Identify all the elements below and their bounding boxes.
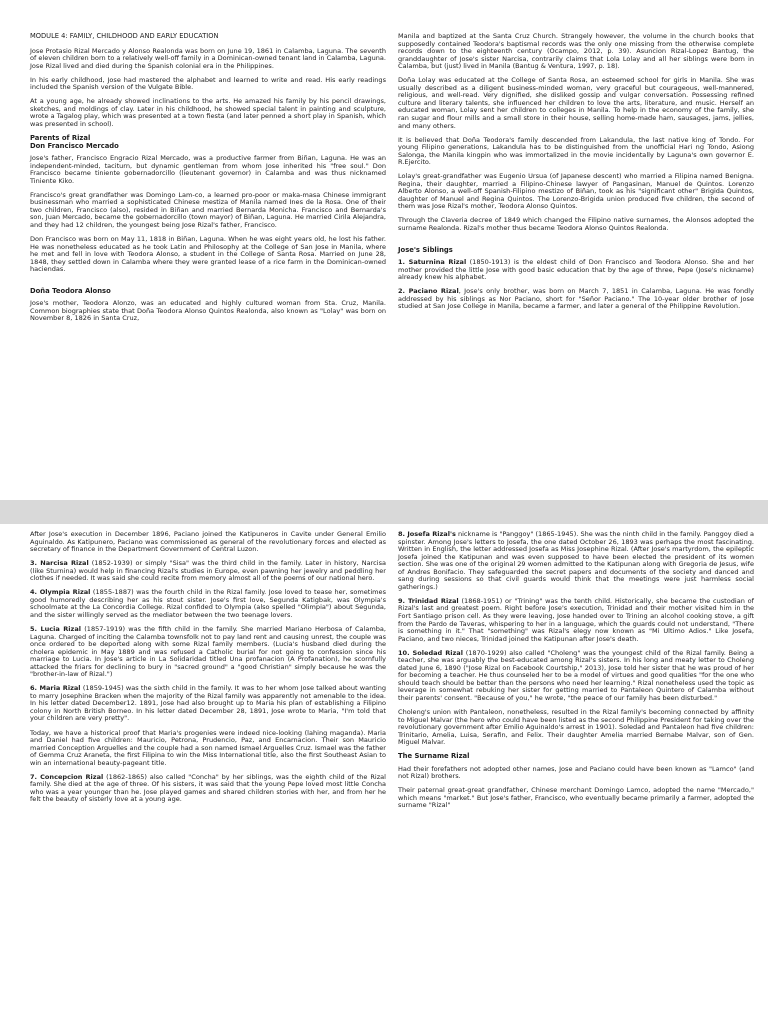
paragraph: Doña Lolay was educated at the College of Santa Rosa, an esteemed school for girls in Manila. She was usually described as a diligent business-minded woman, very graceful but courageous, well-mannered, religious, and well-read. Very dignified, she disliked gossip and vulgar conversation. Possessing refined culture and literary talents, she influenced her children to love the arts, literature, and music. Herself an educated woman, Lolay sent her children to colleges in Manila. To help in the economy of the family, she ran sugar and flour mills and a small store in their house, selling home-made ham, sausages, jams, jellies, and many others. [398, 76, 754, 130]
sibling-entry [398, 598, 754, 643]
heading-surname: The Surname Rizal [398, 752, 470, 761]
sibling-entry [30, 774, 386, 804]
sibling-text: (1870-1929) also called "Choleng" was the youngest child of the Rizal family. Being a teacher, she was arguably the best-educated among Rizal's sisters. In his long and meaty letter to Choleng dated June 6, 1890 ("Jose Rizal on Facebook Courtship," 2013), Jose told her sister that he was proud of her for becoming a teacher. He thus counseled her to be a model of virtues and good qualities "for the one who should teach should be better than the persons who need her learning." Rizal nonetheless used the topic as leverage in somewhat rebuking her sister for getting married to Pantaleon Quintero of Calamba without their parents' consent. "Because of you," he wrote, "the peace of our family has been disturbed." [398, 648, 754, 702]
sibling-entry [398, 531, 754, 591]
paragraph: Jose's father, Francisco Engracio Rizal Mercado, was a productive farmer from Biñan, Laguna. He was an independent-minded, taciturn, but dynamic gentleman from whom Jose inherited his "free soul." Don Francisco became tiniente gobernadorcillo (lieutenant governor) in Calamba and was thus nicknamed Tiniente Kiko. [30, 154, 386, 185]
document-page-1 [0, 0, 768, 500]
sibling-text: (1868-1951) or "Trining" was the tenth child. Historically, she became the custodian of Rizal's last and greatest poem. Right before Jose's execution, Trinidad and their mother visited him in the Fort Santiago prison cell. As they were leaving, Jose handed over to Trining an alcohol cooking stove, a gift from the Pardo de Taveras, whispering to her in a language, which the guards could not understand, "There is something in it." That "something" was Rizal's elegy now known as "Mi Ultimo Adios." Like Josefa, Paciano, and two nieces, Trinidad joined the Katipunan after Jose's death. [398, 596, 754, 643]
sibling-text: nickname is "Panggoy" (1865-1945). She was the ninth child in the family. Panggoy died a spinster. Among Jose's letters to Josefa, the one dated October 26, 1893 was perhaps the most fascinating. Written in English, the letter addressed Josefa as Miss Josephine Rizal. (After Jose's martyrdom, the epileptic Josefa joined the Katipunan and was even supposed to have been elected the president of its women section. She was one of the original 29 women admitted to the Katipunan along with Gregoria de Jesus, wife of Andres Bonifacio. They safeguarded the secret papers and documents of the society and danced and sang during sessions so that civil guards would think that the meetings were just harmless social gatherings.) [398, 530, 755, 591]
sibling-entry [30, 685, 386, 723]
heading-parents: Parents of Rizal [30, 133, 91, 142]
sibling-name: 4. Olympia Rizal [30, 588, 91, 597]
document-page-2 [0, 524, 768, 1024]
page2-right-column [398, 531, 754, 817]
paragraph: Through the Claveria decree of 1849 which changed the Filipino native surnames, the Alonsos adopted the surname Realonda. Rizal's mother thus became Teodora Alonso Quintos Realonda. [398, 216, 754, 233]
paragraph: Jose's mother, Teodora Alonzo, was an educated and highly cultured woman from Sta. Cruz, Manila. Common biographies state that Doña Teodora Alonso Quintos Realonda, also known as "Lolay" was born on November 8, 1826 in Santa Cruz, [30, 299, 386, 323]
sibling-entry [398, 650, 754, 703]
sibling-text: (1852-1939) or simply "Sisa" was the third child in the family. Later in history, Narcisa (like Sturnina) would help in financing Rizal's studies in Europe, even pawning her jewelry and peddling her clothes if needed. It was said she could recite from memory almost all of the poems of our national hero. [30, 559, 386, 583]
section-heading-parents [30, 135, 386, 150]
paragraph: Francisco's great grandfather was Domingo Lam-co, a learned pro-poor or maka-masa Chinese immigrant businessman who married a sophisticated Chinese mestiza of Manila named Ines de la Rosa. One of their two children, Francisco (also), resided in Biñan and married Bernarda Monicha. Francisco and Bernarda's son, Juan Mercado, became the gobernadorcillo (town mayor) of Biñan, Laguna. He married Cirila Alejandra, and they had 12 children, the youngest being Jose Rizal's father, Francisco. [30, 190, 386, 229]
sibling-entry [398, 259, 754, 282]
heading-francisco: Don Francisco Mercado [30, 141, 119, 150]
paragraph: After Jose's execution in December 1896, Paciano joined the Katipuneros in Cavite under General Emilio Aguinaldo. As Katipunero, Paciano was commissioned as general of the revolutionary forces and elected as secretary of finance in the Department Government of Central Luzon. [30, 530, 386, 554]
sibling-text: (1857-1919) was the fifth child in the family. She married Mariano Herbosa of Calamba, Laguna. Charged of inciting the Calamba townsfolk not to pay land rent and causing unrest, the couple was once ordered to be deported along with some Rizal family members. (Lucia's husband died during the cholera epidemic in May 1889 and was refused a Catholic burial for not going to confession since his marriage to Lucia. In Jose's article in La Solidaridad titled Una profanacion (A Profanation), he scornfully attacked the friars for declining to bury in "sacred ground" a "good Christian" simply because he was the "brother-in-law of Rizal.") [30, 624, 387, 679]
sibling-name: 10. Soledad Rizal [398, 648, 463, 657]
sibling-text: , Jose's only brother, was born on March 7, 1851 in Calamba, Laguna. He was fondly addressed by his siblings as Nor Paciano, short for "Señor Paciano." The 10-year older brother of Jose studied at San Jose College in Manila, became a farmer, and later a general of the Philippine Revolution. [398, 287, 754, 311]
paragraph: Manila and baptized at the Santa Cruz Church. Strangely however, the volume in the church books that supposedly contained Teodora's baptismal records was the only one missing from the otherwise complete records down to the eighteenth century (Ocampo, 2012, p. 39). Asuncion Rizal-Lopez Bantug, the granddaughter of Jose's sister Narcisa, contrarily claims that Lola Lolay and all her siblings were born in Calamba, but (just) lived in Manila (Bantug & Ventura, 1997, p. 18). [398, 32, 754, 71]
paragraph: In his early childhood, Jose had mastered the alphabet and learned to write and read. His early readings included the Spanish version of the Vulgate Bible. [30, 75, 386, 92]
page1-left-column [30, 33, 386, 329]
sibling-name: 9. Trinidad Rizal [398, 596, 459, 605]
paragraph: Today, we have a historical proof that Maria's progenies were indeed nice-looking (lahing maganda). Maria and Daniel had five children: Mauricio, Petrona, Prudencio, Paz, and Encarnacion. Their son Mauricio married Conception Arguelles and the couple had a son named Ismael Arguelles Cruz. Ismael was the father of Gemma Cruz Araneta, the first Filipina to win the Miss International title, also the first Southeast Asian to win an international beauty-pageant title. [30, 728, 386, 767]
paragraph: Don Francisco was born on May 11, 1818 in Biñan, Laguna. When he was eight years old, he lost his father. He was nonetheless educated as he took Latin and Philosophy at the College of San Jose in Manila, where he met and fell in love with Teodora Alonso, a student in the College of Santa Rosa. Married on June 28, 1848, they settled down in Calamba where they were granted lease of a rice farm in the Dominican-owned haciendas. [30, 234, 386, 274]
sibling-text: (1862-1865) also called "Concha" by her siblings, was the eighth child of the Rizal family. She died at the age of three. Of his sisters, it was said that the young Pepe loved most little Concha who was a year younger than he. Jose played games and shared children stories with her, and from her he felt the beauty of sisterly love at a young age. [30, 772, 386, 804]
sibling-text: (1859-1945) was the sixth child in the family. It was to her whom Jose talked about wanting to marry Josephine Bracken when the majority of the Rizal family was apparently not amenable to the idea. In his letter dated December12. 1891, Jose had also brought up to Maria his plan of establishing a Filipino colony in North British Borneo. In his letter dated December 28, 1891, Jose wrote to Maria, "I'm told that your children are very pretty". [30, 684, 387, 723]
paragraph: Their paternal great-great grandfather, Chinese merchant Domingo Lamco, adopted the name "Mercado," which means "market." But Jose's father, Francisco, who eventually became primarily a farmer, adopted the surname "Rizal" [398, 786, 754, 810]
sibling-entry [30, 589, 386, 619]
paragraph: At a young age, he already showed inclinations to the arts. He amazed his family by his pencil drawings, sketches, and moldings of clay. Later in his childhood, he showed special talent in painting and sculpture, wrote a Tagalog play, which was presented at a town fiesta (and later penned a short play in Spanish, which was presented in school). [30, 97, 386, 128]
sibling-name: 1. Saturnina Rizal [398, 258, 467, 267]
sibling-text: (1850-1913) is the eldest child of Don Francisco and Teodora Alonso. She and her mother provided the little Jose with good basic education that by the age of three, Pepe (Jose's nickname) already knew his alphabet. [398, 258, 754, 282]
sibling-name: 6. Maria Rizal [30, 684, 81, 693]
sibling-text: (1855-1887) was the fourth child in the Rizal family. Jose loved to tease her, sometimes good humoredly describing her as his stout sister. Jose's first love, Segunda Katigbak, was Olympia's schoolmate at the La Concordia College. Rizal confided to Olympia (also spelled "Olimpia") about Segunda, and the sister willingly served as the mediator between the two teenage lovers. [30, 588, 386, 619]
sibling-name: 3. Narcisa Rizal [30, 559, 89, 568]
paragraph: Jose Protasio Rizal Mercado y Alonso Realonda was born on June 19, 1861 in Calamba, Laguna. The seventh of eleven children born to a relatively well-off family in a Dominican-owned tenant land in Calamba, Laguna. Jose Rizal lived and died during the Spanish colonial era in the Philippines. [30, 46, 386, 70]
paragraph: Had their forefathers not adopted other names, Jose and Paciano could have been known as "Lamco" (and not Rizal) brothers. [398, 764, 754, 781]
page1-right-column [398, 33, 754, 317]
module-title: MODULE 4: FAMILY, CHILDHOOD AND EARLY EDUCATION [30, 32, 219, 40]
sibling-name: 5. Lucia Rizal [30, 624, 82, 633]
sibling-name: 8. Josefa Rizal's [398, 530, 456, 538]
sibling-entry [30, 560, 386, 583]
sibling-name: 2. Paciano Rizal [398, 287, 459, 296]
paragraph: Lolay's great-grandfather was Eugenio Ursua (of Japanese descent) who married a Filipina named Benigna. Regina, their daughter, married a Filipino-Chinese lawyer of Pangasinan, Manuel de Quintos. Lorenzo Alberto Alonso, a well-off Spanish-Filipino mestizo of Biñan, took as his "significant other" Brigida Quintos, daughter of Manuel and Regina Quintos. The Lorenzo-Brigida union produced five children, the second of them was Jose Rizal's mother, Teodora Alonso Quintos. [398, 172, 754, 211]
heading-siblings: Jose's Siblings [398, 245, 453, 254]
sibling-entry [398, 288, 754, 311]
paragraph: Choleng's union with Pantaleon, nonetheless, resulted in the Rizal family's becoming connected by affinity to Miguel Malvar (the hero who could have been listed as the second Philippine President for taking over the revolutionary government after Emilio Aguinaldo's arrest in 1901). Soledad and Pantaleon had five children: Trinitario, Amelia, Luisa, Serafin, and Felix. Their daughter Amelia married Bernabe Malvar, son of Gen. Miguel Malvar. [398, 707, 754, 747]
page2-left-column [30, 531, 386, 810]
sibling-name: 7. Concepcion Rizal [30, 772, 104, 781]
heading-teodora: Doña Teodora Alonso [30, 286, 111, 295]
paragraph: It is believed that Doña Teodora's family descended from Lakandula, the last native king of Tondo. For young Filipino generations, Lakandula has to be distinguished from the unofficial Hari ng Tondo, Asiong Salonga, the Manila kingpin who was immortalized in the movie incidentally by Laguna's own governor E. R.Ejercito. [398, 135, 754, 167]
sibling-entry [30, 626, 386, 679]
